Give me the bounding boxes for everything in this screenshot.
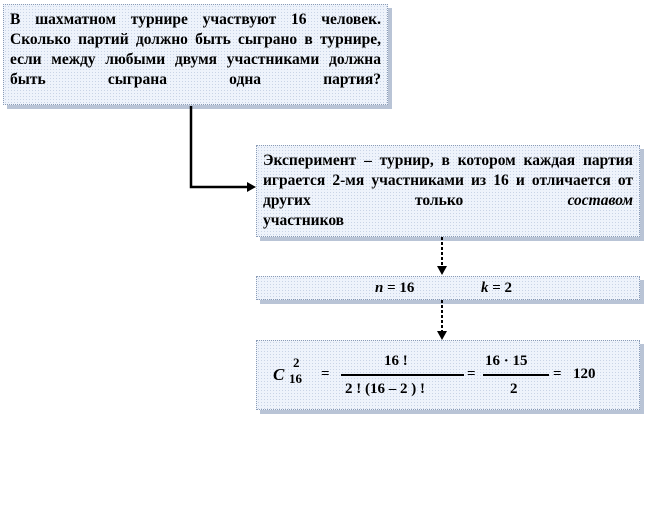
params-box (256, 276, 640, 300)
formula-eq1: = (321, 366, 330, 382)
formula-den2: 2 (510, 381, 518, 397)
formula-bar1 (341, 374, 464, 376)
param-k: k = 2 (481, 280, 513, 296)
formula-num1: 16 ! (384, 353, 408, 369)
formula-sup: 2 (293, 355, 300, 370)
formula-eq2: = (467, 366, 476, 382)
formula-bar2 (483, 374, 549, 376)
formula-eq3: = (553, 366, 562, 382)
experiment-emphasis: составом (567, 192, 633, 209)
formula-box (256, 340, 640, 410)
param-n: n = 16 (375, 280, 415, 296)
experiment-text (263, 151, 633, 231)
experiment-text-after: участников (263, 212, 345, 229)
formula-sub: 16 (289, 371, 302, 386)
arrow-params-to-formula (434, 300, 450, 342)
formula-num2: 16 · 15 (485, 353, 528, 369)
experiment-text-before: Эксперимент – турнир, в котором каждая партия играется 2-мя участниками из 16 и отличается от других только (263, 152, 633, 209)
formula-den1: 2 ! (16 – 2 ) ! (345, 381, 425, 397)
formula-c: C (273, 365, 285, 384)
arrow-experiment-to-params (434, 237, 450, 277)
problem-box (3, 4, 388, 105)
formula-result: 120 (573, 366, 596, 382)
experiment-box (256, 145, 640, 237)
problem-text: В шахматном турнире участвуют 16 человек. Сколько партий должно быть сыграно в турнире, если между любыми двумя участниками должна быть сыграна одна партия? (10, 11, 381, 88)
